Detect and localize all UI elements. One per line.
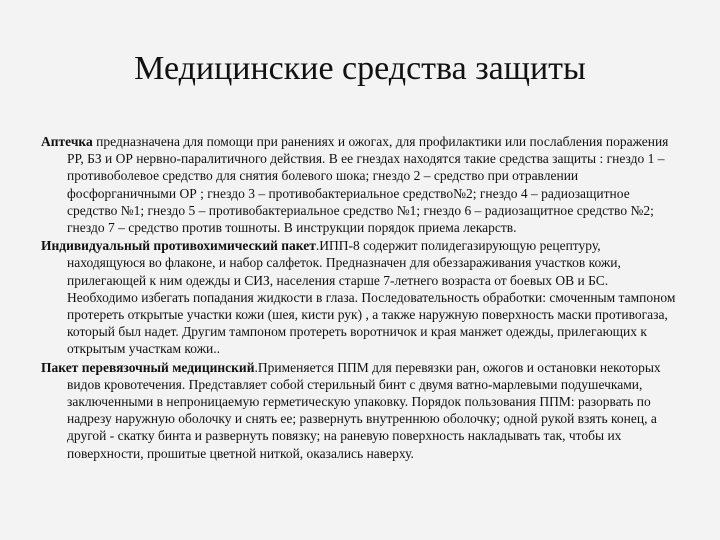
paragraph-text: .ИПП-8 содержит полидегазирующую рецептуру, находящуюся во флаконе, и набор салфеток. Предназначен для обеззараживания участков кожи, прилегающей к ним одежды и СИЗ, населения старше 7-летнего возраста от боевых ОВ и БС. Необходимо избегать попадания жидкости в глаза. Последовательность обработки: смоченным тампоном протереть открытые участки кожи (шея, кисти рук) , а также наружную поверхность маски противогаза, который был надет. Другим тампоном протереть воротничок и края манжет одежды, прилегающих к открытым участкам кожи.. xyxy=(67,238,676,357)
paragraph-text: предназначена для помощи при ранениях и ожогах, для профилактики или послабления поражения РР, БЗ и ОР нервно-паралитичного действия. В ее гнездах находятся такие средства защиты : гнездо 1 – противоболевое средство для снятия болевого шока; гнездо 2 – средство при отравлении фосфорганичными ОР ; гнездо 3 – противобактериальное средство№2; гнездо 4 – радиозащитное средство №1; гнездо 5 – противобактериальное средство №1; гнездо 6 – радиозащитное средство №2; гнездо 7 – средство против тошноты. В инструкции порядок приема лекарств. xyxy=(67,134,669,236)
paragraph-heading: Пакет перевязочный медицинский xyxy=(41,359,255,375)
slide-body xyxy=(41,133,681,463)
paragraph-chemical-package xyxy=(41,237,681,357)
paragraph-first-aid-kit xyxy=(41,133,681,236)
slide-title: Медицинские средства защиты xyxy=(134,50,586,87)
paragraph-text: .Применяется ППМ для перевязки ран, ожогов и остановки некоторых видов кровотечения. Представляет собой стерильный бинт с двумя ватно-марлевыми подушечками, заключенными в непроницаемую герметическую упаковку. Порядок пользования ППМ: разорвать по надрезу наружную оболочку и снять ее; развернуть внутреннюю оболочку; одной рукой взять конец, а другой - скатку бинта и развернуть повязку; на раневую поверхность накладывать так, чтобы их поверхности, прошитые цветной ниткой, оказались наверху. xyxy=(67,359,661,461)
paragraph-dressing-package xyxy=(41,359,681,462)
paragraph-heading: Аптечка xyxy=(41,134,93,149)
paragraph-heading: Индивидуальный противохимический пакет xyxy=(41,238,316,254)
